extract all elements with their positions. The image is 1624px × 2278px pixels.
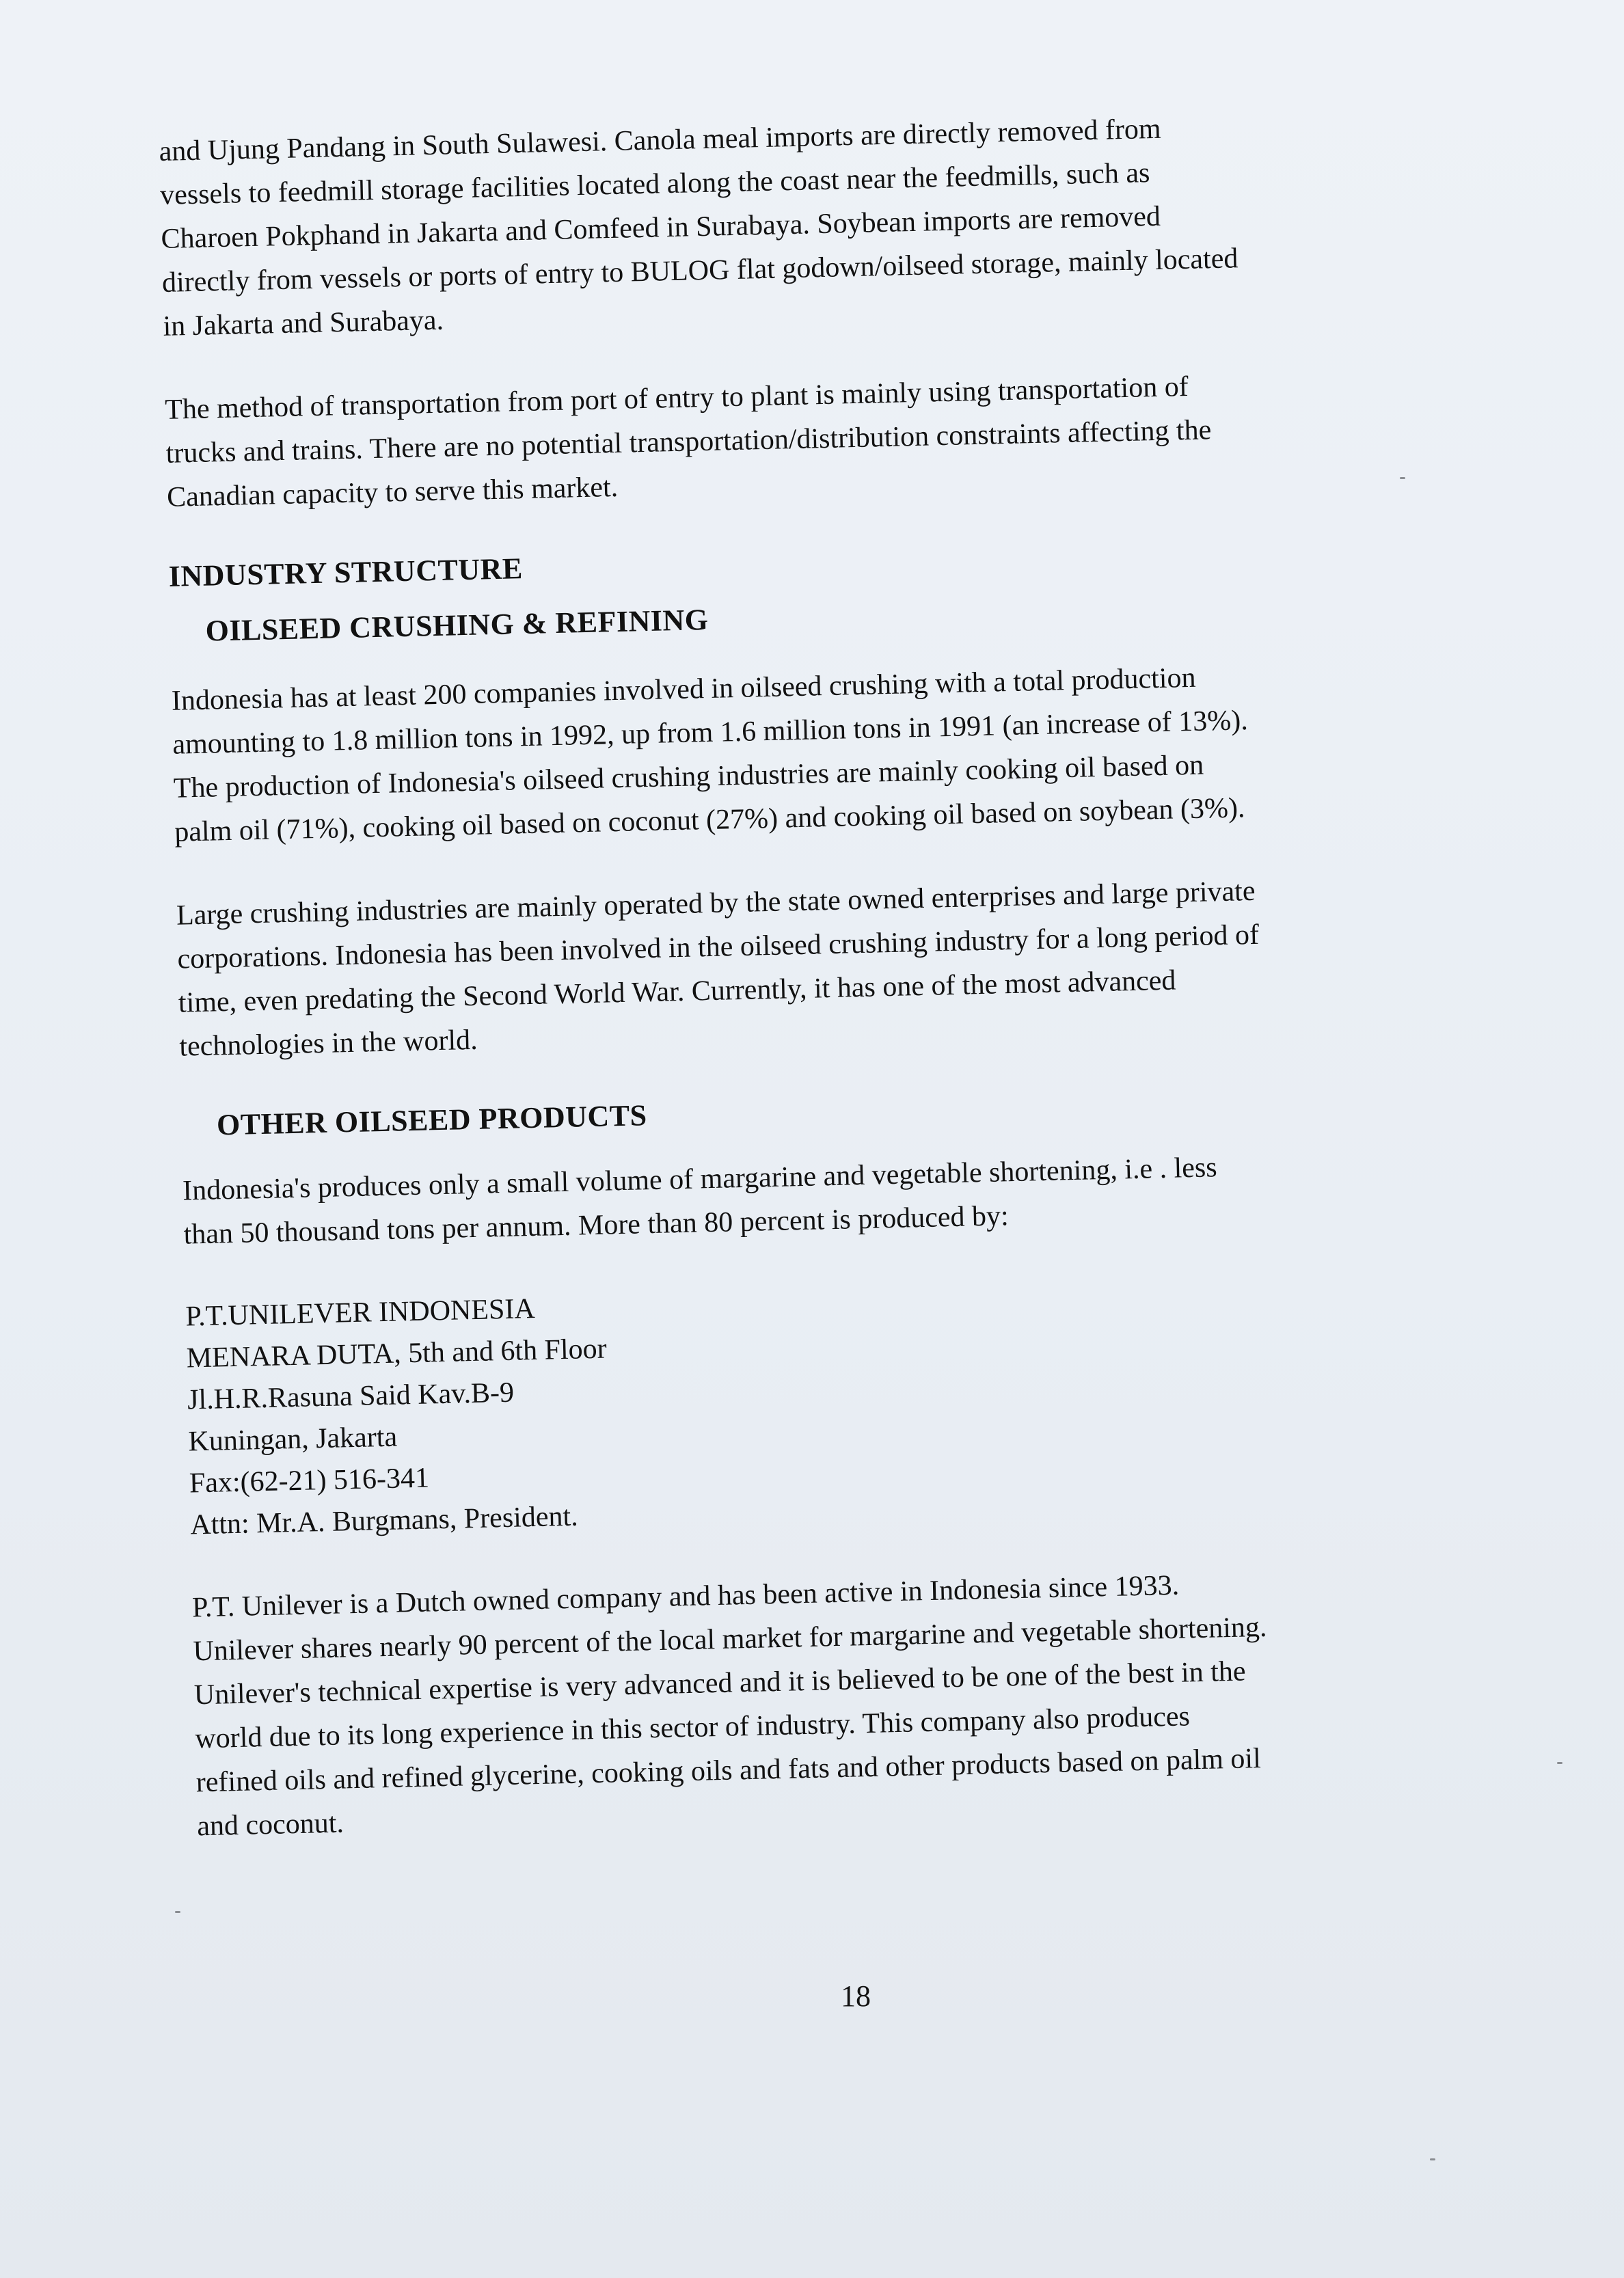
- page-number: 18: [841, 1979, 871, 2013]
- transport-paragraph: The method of transportation from port of entry to plant is mainly using transportation of trucks and trains. There are no potential transportation/distribution constraints affecting the Canadian capacity to serve this market.: [164, 370, 1212, 513]
- scan-speck: [1557, 1762, 1562, 1764]
- industry-structure-heading: INDUSTRY STRUCTURE: [168, 552, 524, 593]
- other-products-paragraph: Indonesia's produces only a small volume of margarine and vegetable shortening, i.e . less than 50 thousand tons per annum. More than 80 percent is produced by:: [182, 1152, 1218, 1251]
- scan-speck: [1400, 477, 1405, 479]
- unilever-paragraph: P.T. Unilever is a Dutch owned company and has been active in Indonesia since 1933. Unilever shares nearly 90 percent of the local market for margarine and vegetable shortening. Unilever's technical expertise is very advanced and it is believed to be one of the best in the world due to its long experience in this sector of industry. This company also produces refined oils and refined glycerine, cooking oils and fats and other products based on palm oil and coconut.: [191, 1569, 1267, 1843]
- other-products-heading: OTHER OILSEED PRODUCTS: [216, 1098, 648, 1142]
- crushing-paragraph-2: Large crushing industries are mainly operated by the state owned enterprises and large private corporations. Indonesia has been involved in the oilseed crushing industry for a long period of time, even predating the Second World War. Currently, it has one of the most advanced technologies in the world.: [176, 875, 1260, 1063]
- intro-paragraph: and Ujung Pandang in South Sulawesi. Canola meal imports are directly removed from vessels to feedmill storage facilities located along the coast near the feedmills, such as Charoen Pokphand in Jakarta and Comfeed in Surabaya. Soybean imports are removed directly from vessels or ports of entry to BULOG flat godown/oilseed storage, mainly located in Jakarta and Surabaya.: [159, 113, 1239, 342]
- crushing-refining-heading: OILSEED CRUSHING & REFINING: [205, 602, 709, 648]
- crushing-paragraph-1: Indonesia has at least 200 companies involved in oilseed crushing with a total production amounting to 1.8 million tons in 1992, up from 1.6 million tons in 1991 (an increase of 13%). The production of Indonesia's oilseed crushing industries are mainly cooking oil based on palm oil (71%), cooking oil based on coconut (27%) and cooking oil based on soybean (3%).: [171, 662, 1249, 848]
- page-content: [159, 100, 1538, 1888]
- scan-speck: [1430, 2158, 1435, 2160]
- company-address-block: P.T.UNILEVER INDONESIA MENARA DUTA, 5th and 6th Floor Jl.H.R.Rasuna Said Kav.B-9 Kuningan, Jakarta Fax:(62-21) 516-341 Attn: Mr.A. Burgmans, President.: [185, 1292, 608, 1541]
- scan-speck: [175, 1911, 180, 1913]
